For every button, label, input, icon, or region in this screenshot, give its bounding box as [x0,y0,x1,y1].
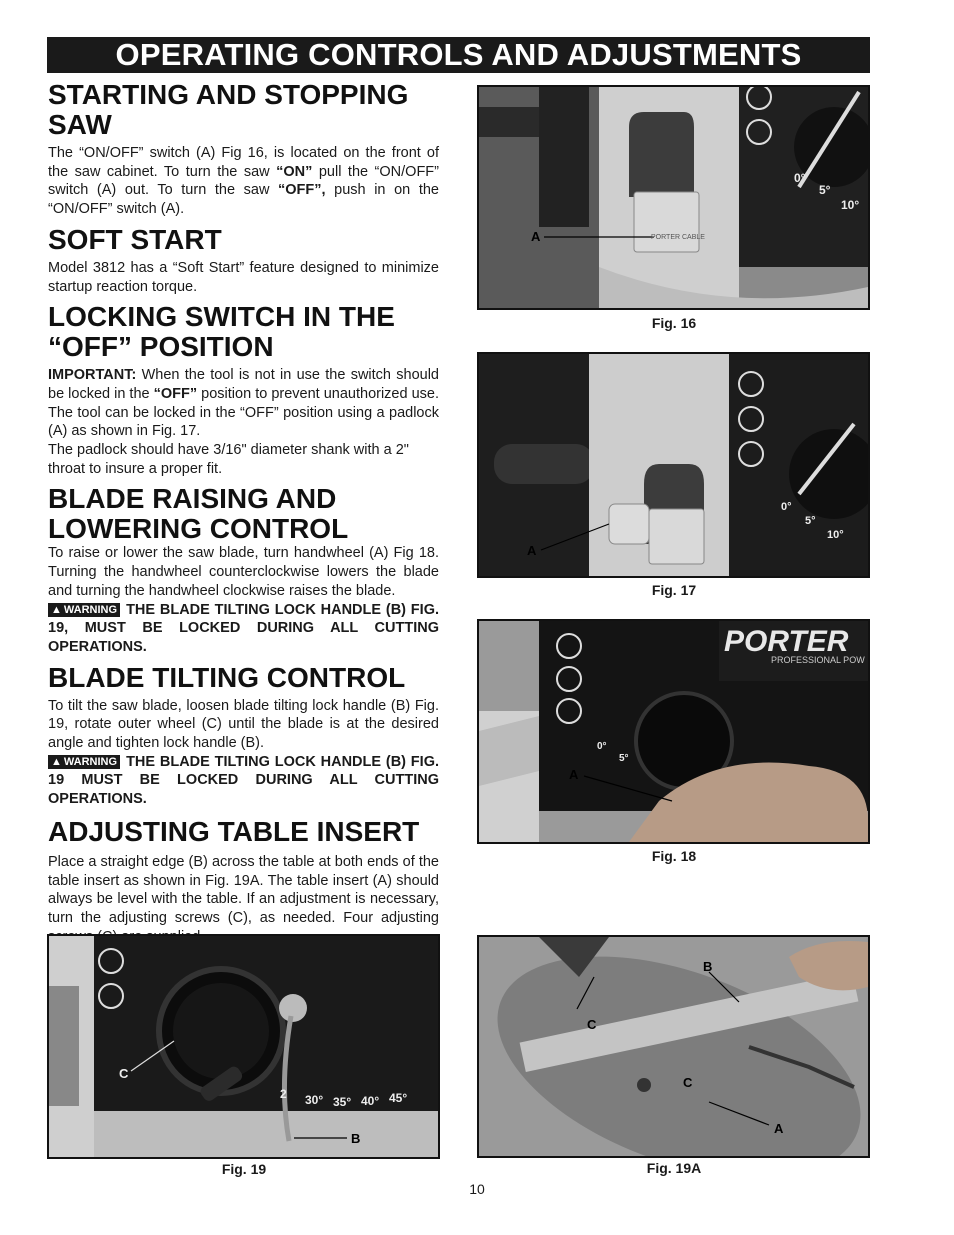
tilting-warning: ▲ WARNING THE BLADE TILTING LOCK HANDLE (B) FIG. 19 MUST BE LOCKED DURING ALL CUTTING OPERATIONS. [48,753,439,808]
fig19-photo [47,934,440,1159]
fig18-label-a: A [569,767,579,782]
fig17-scale-10: 10° [827,529,844,541]
fig17-scale-0: 0° [781,501,792,513]
heading-blade-raising: BLADE RAISING AND LOWERING CONTROL [48,483,349,545]
fig16-scale-10: 10° [841,198,860,212]
page-number: 10 [469,1181,485,1197]
fig19-label-c: C [119,1066,129,1081]
heading-blade-tilting: BLADE TILTING CONTROL [48,661,406,693]
fig19-label-b: B [351,1131,361,1146]
fig16-scale-0: 0° [794,171,806,185]
heading-table-insert: ADJUSTING TABLE INSERT [48,815,420,847]
fig19a-label-c2: C [683,1075,693,1090]
fig19-scale-tick: 40° [361,1094,380,1108]
fig16-caption: Fig. 16 [651,315,697,331]
warning-badge: ▲ WARNING [48,603,120,617]
text-column [48,80,439,946]
raising-warning: ▲ WARNING THE BLADE TILTING LOCK HANDLE (B) FIG. 19, MUST BE LOCKED DURING ALL CUTTING OPERATIONS. [48,601,439,655]
insert-body: Place a straight edge (B) across the table at both ends of the table insert as shown in Fig. 19A. The table insert (A) should always be level with the table. If an adjustment is necessary, turn the adjusting screws (C), as needed. Four adjusting [48,853,439,926]
fig19-scale-tick: 30° [305,1093,324,1107]
fig18-brand: PORTER [724,625,849,658]
heading-starting-stopping: STARTING AND STOPPING SAW [48,79,409,140]
locking-body: IMPORTANT: When the tool is not in use the switch should be locked in the “OFF” position to prevent unauthorized use. The tool can be locked in the “OFF” position using a padlock (A) as shown in Fig. 17. [48,367,440,440]
fig16-label-a: A [531,229,541,244]
fig18-caption: Fig. 18 [651,848,697,864]
padlock-body: The padlock should have 3/16" diameter shank with a 2" throat to insure a proper fit. [48,442,409,477]
fig19a-label-c1: C [587,1017,597,1032]
heading-locking-switch: LOCKING SWITCH IN THE “OFF” POSITION [48,301,395,363]
fig18-brand-sub: PROFESSIONAL POW [771,655,865,665]
page-title: OPERATING CONTROLS AND ADJUSTMENTS [47,37,870,73]
warning-triangle-icon: ▲ [51,755,62,768]
fig18-photo [477,619,870,844]
tilting-body: To tilt the saw blade, loosen blade tilting lock handle (B) Fig. 19, rotate outer wheel (C) until the blade is at the desired angle and tighten lock handle (B). [48,697,439,752]
fig19-caption: Fig. 19 [221,1161,267,1177]
fig19a-label-b: B [703,959,713,974]
fig17-caption: Fig. 17 [651,582,697,598]
fig19-scale-tick: 45° [389,1091,408,1105]
heading-soft-start: SOFT START [48,223,222,255]
fig19a-photo [477,935,870,1158]
fig16-brand: PORTER CABLE [651,234,705,241]
warning-triangle-icon: ▲ [51,603,62,616]
soft-start-body: Model 3812 has a “Soft Start” feature designed to minimize startup reaction torque. [48,259,439,295]
starting-body: The “ON/OFF” switch (A) Fig 16, is located on the front of the saw cabinet. To turn the saw “ON” pull the “ON/OFF” switch (A) out. To turn the saw “OFF”, push in on the “ON/OFF” switch (A). [48,145,439,218]
fig17-photo [477,352,870,578]
fig17-scale-5: 5° [805,515,816,527]
fig18-scale-5: 5° [619,753,629,764]
raising-body: To raise or lower the saw blade, turn handwheel (A) Fig 18. Turning the handwheel counterclockwise lowers the blade and turning the handwheel clockwise raises the blade. [48,545,439,599]
fig16-scale-5: 5° [819,183,831,197]
fig17-label-a: A [527,543,537,558]
fig19-scale-tick: 35° [333,1095,352,1109]
fig19-scale-tick: 2 [280,1087,287,1101]
fig19a-label-a: A [774,1121,784,1136]
fig16-photo [477,85,870,310]
warning-badge: ▲ WARNING [48,755,120,769]
fig18-scale-0: 0° [597,741,607,752]
fig19a-caption: Fig. 19A [646,1160,702,1176]
